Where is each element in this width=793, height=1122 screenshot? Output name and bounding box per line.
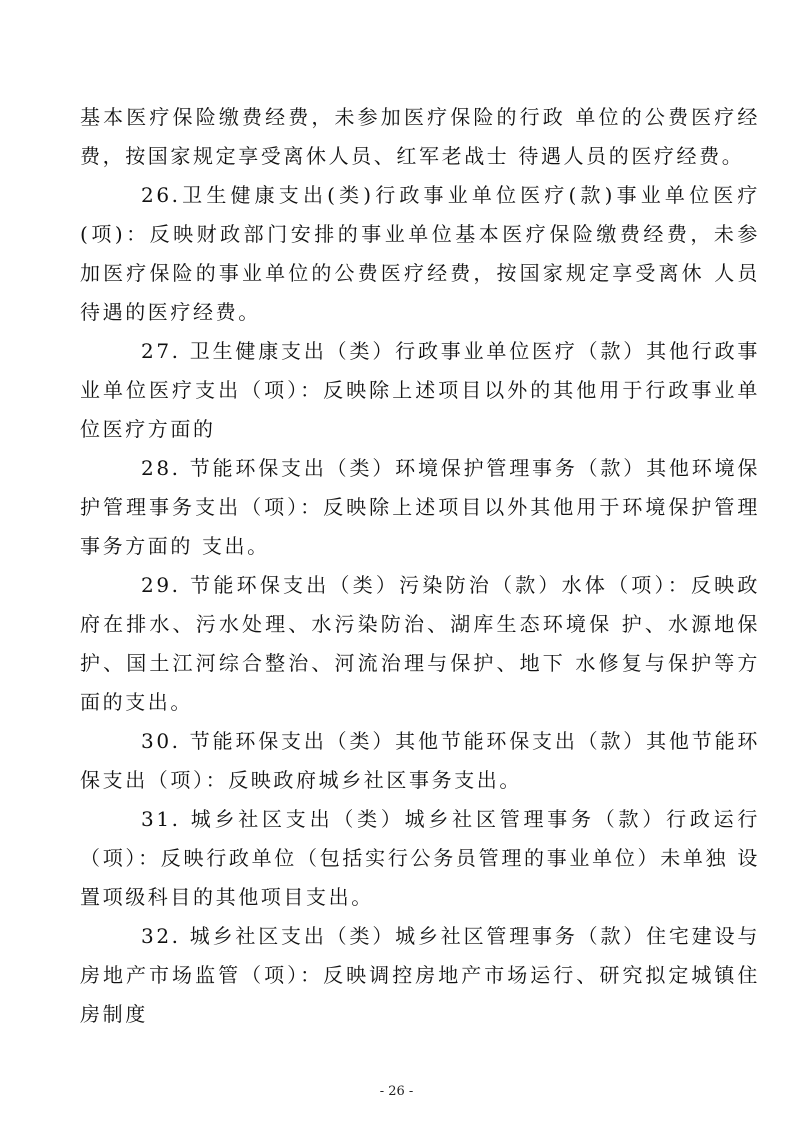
paragraph-item-32: 32. 城乡社区支出（类）城乡社区管理事务（款）住宅建设与房地产市场监管（项）：反映调控房地产市场运行、研究拟定城镇住房制度: [80, 924, 760, 1026]
paragraph-item-28: 28. 节能环保支出（类）环境保护管理事务（款）其他环境保护管理事务支出（项）：反映除上述项目以外其他用于环境保护管理事务方面的 支出。: [80, 456, 760, 558]
paragraph-item-31: 31. 城乡社区支出（类）城乡社区管理事务（款）行政运行（项）：反映行政单位（包括实行公务员管理的事业单位）未单独 设置项级科目的其他项目支出。: [80, 807, 760, 909]
document-body: [80, 98, 760, 1034]
paragraph-item-29: 29. 节能环保支出（类）污染防治（款）水体（项）：反映政府在排水、污水处理、水污染防治、湖库生态环境保 护、水源地保护、国土江河综合整治、河流治理与保护、地下 水修复与保护等方面的支出。: [80, 573, 760, 714]
paragraph-item-30: 30. 节能环保支出（类）其他节能环保支出（款）其他节能环保支出（项）：反映政府城乡社区事务支出。: [80, 729, 760, 792]
paragraph-item-26: 26.卫生健康支出(类)行政事业单位医疗(款)事业单位医疗(项)：反映财政部门安排的事业单位基本医疗保险缴费经费，未参 加医疗保险的事业单位的公费医疗经费，按国家规定享受离休 人员待遇的医疗经费。: [80, 183, 760, 324]
paragraph-continued: 基本医疗保险缴费经费，未参加医疗保险的行政 单位的公费医疗经费，按国家规定享受离休人员、红军老战士 待遇人员的医疗经费。: [80, 105, 760, 168]
paragraph-item-27: 27. 卫生健康支出（类）行政事业单位医疗（款）其他行政事业单位医疗支出（项）：反映除上述项目以外的其他用于行政事业单位医疗方面的: [80, 339, 760, 441]
page-number: - 26 -: [379, 1084, 414, 1099]
